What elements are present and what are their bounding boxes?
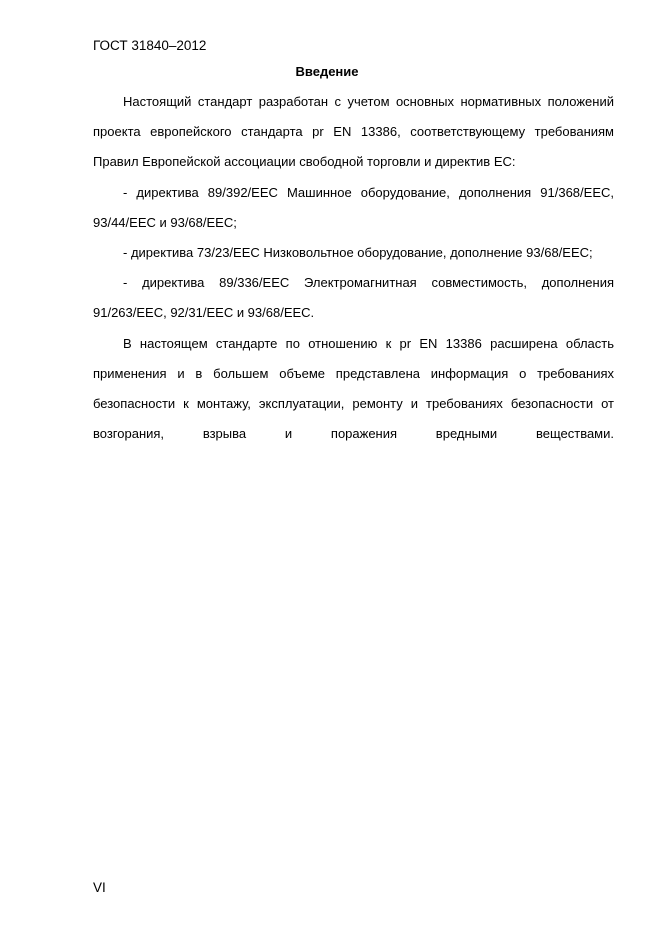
directive-item-emc: - директива 89/336/EEC Электромагнитная совместимость, дополнения 91/263/EEC, 92/31/EEC и 93/68/EEC.: [93, 275, 614, 321]
section-body: [93, 87, 614, 449]
section-title: Введение: [295, 64, 359, 79]
intro-paragraph: Настоящий стандарт разработан с учетом основных нормативных положений проекта европейского стандарта pr EN 13386, соответствующему требованиям Правил Европейской ассоциации свободной торговли и директив ЕС:: [93, 94, 614, 170]
directive-item-machinery: - директива 89/392/EEC Машинное оборудование, дополнения 91/368/EEC, 93/44/EEC и 93/68/EEC;: [93, 184, 614, 230]
page-number: VI: [93, 880, 106, 895]
scope-paragraph: В настоящем стандарте по отношению к pr EN 13386 расширена область применения и в большем объеме представлена информация о требованиях безопасности к монтажу, эксплуатации, ремонту и требованиях безопасности от возгорания, взрыва и поражения вредными веществами.: [93, 335, 614, 442]
document-header: ГОСТ 31840–2012: [93, 38, 207, 53]
directive-item-low-voltage: - директива 73/23/EEC Низковольтное оборудование, дополнение 93/68/EEC;: [123, 245, 593, 261]
